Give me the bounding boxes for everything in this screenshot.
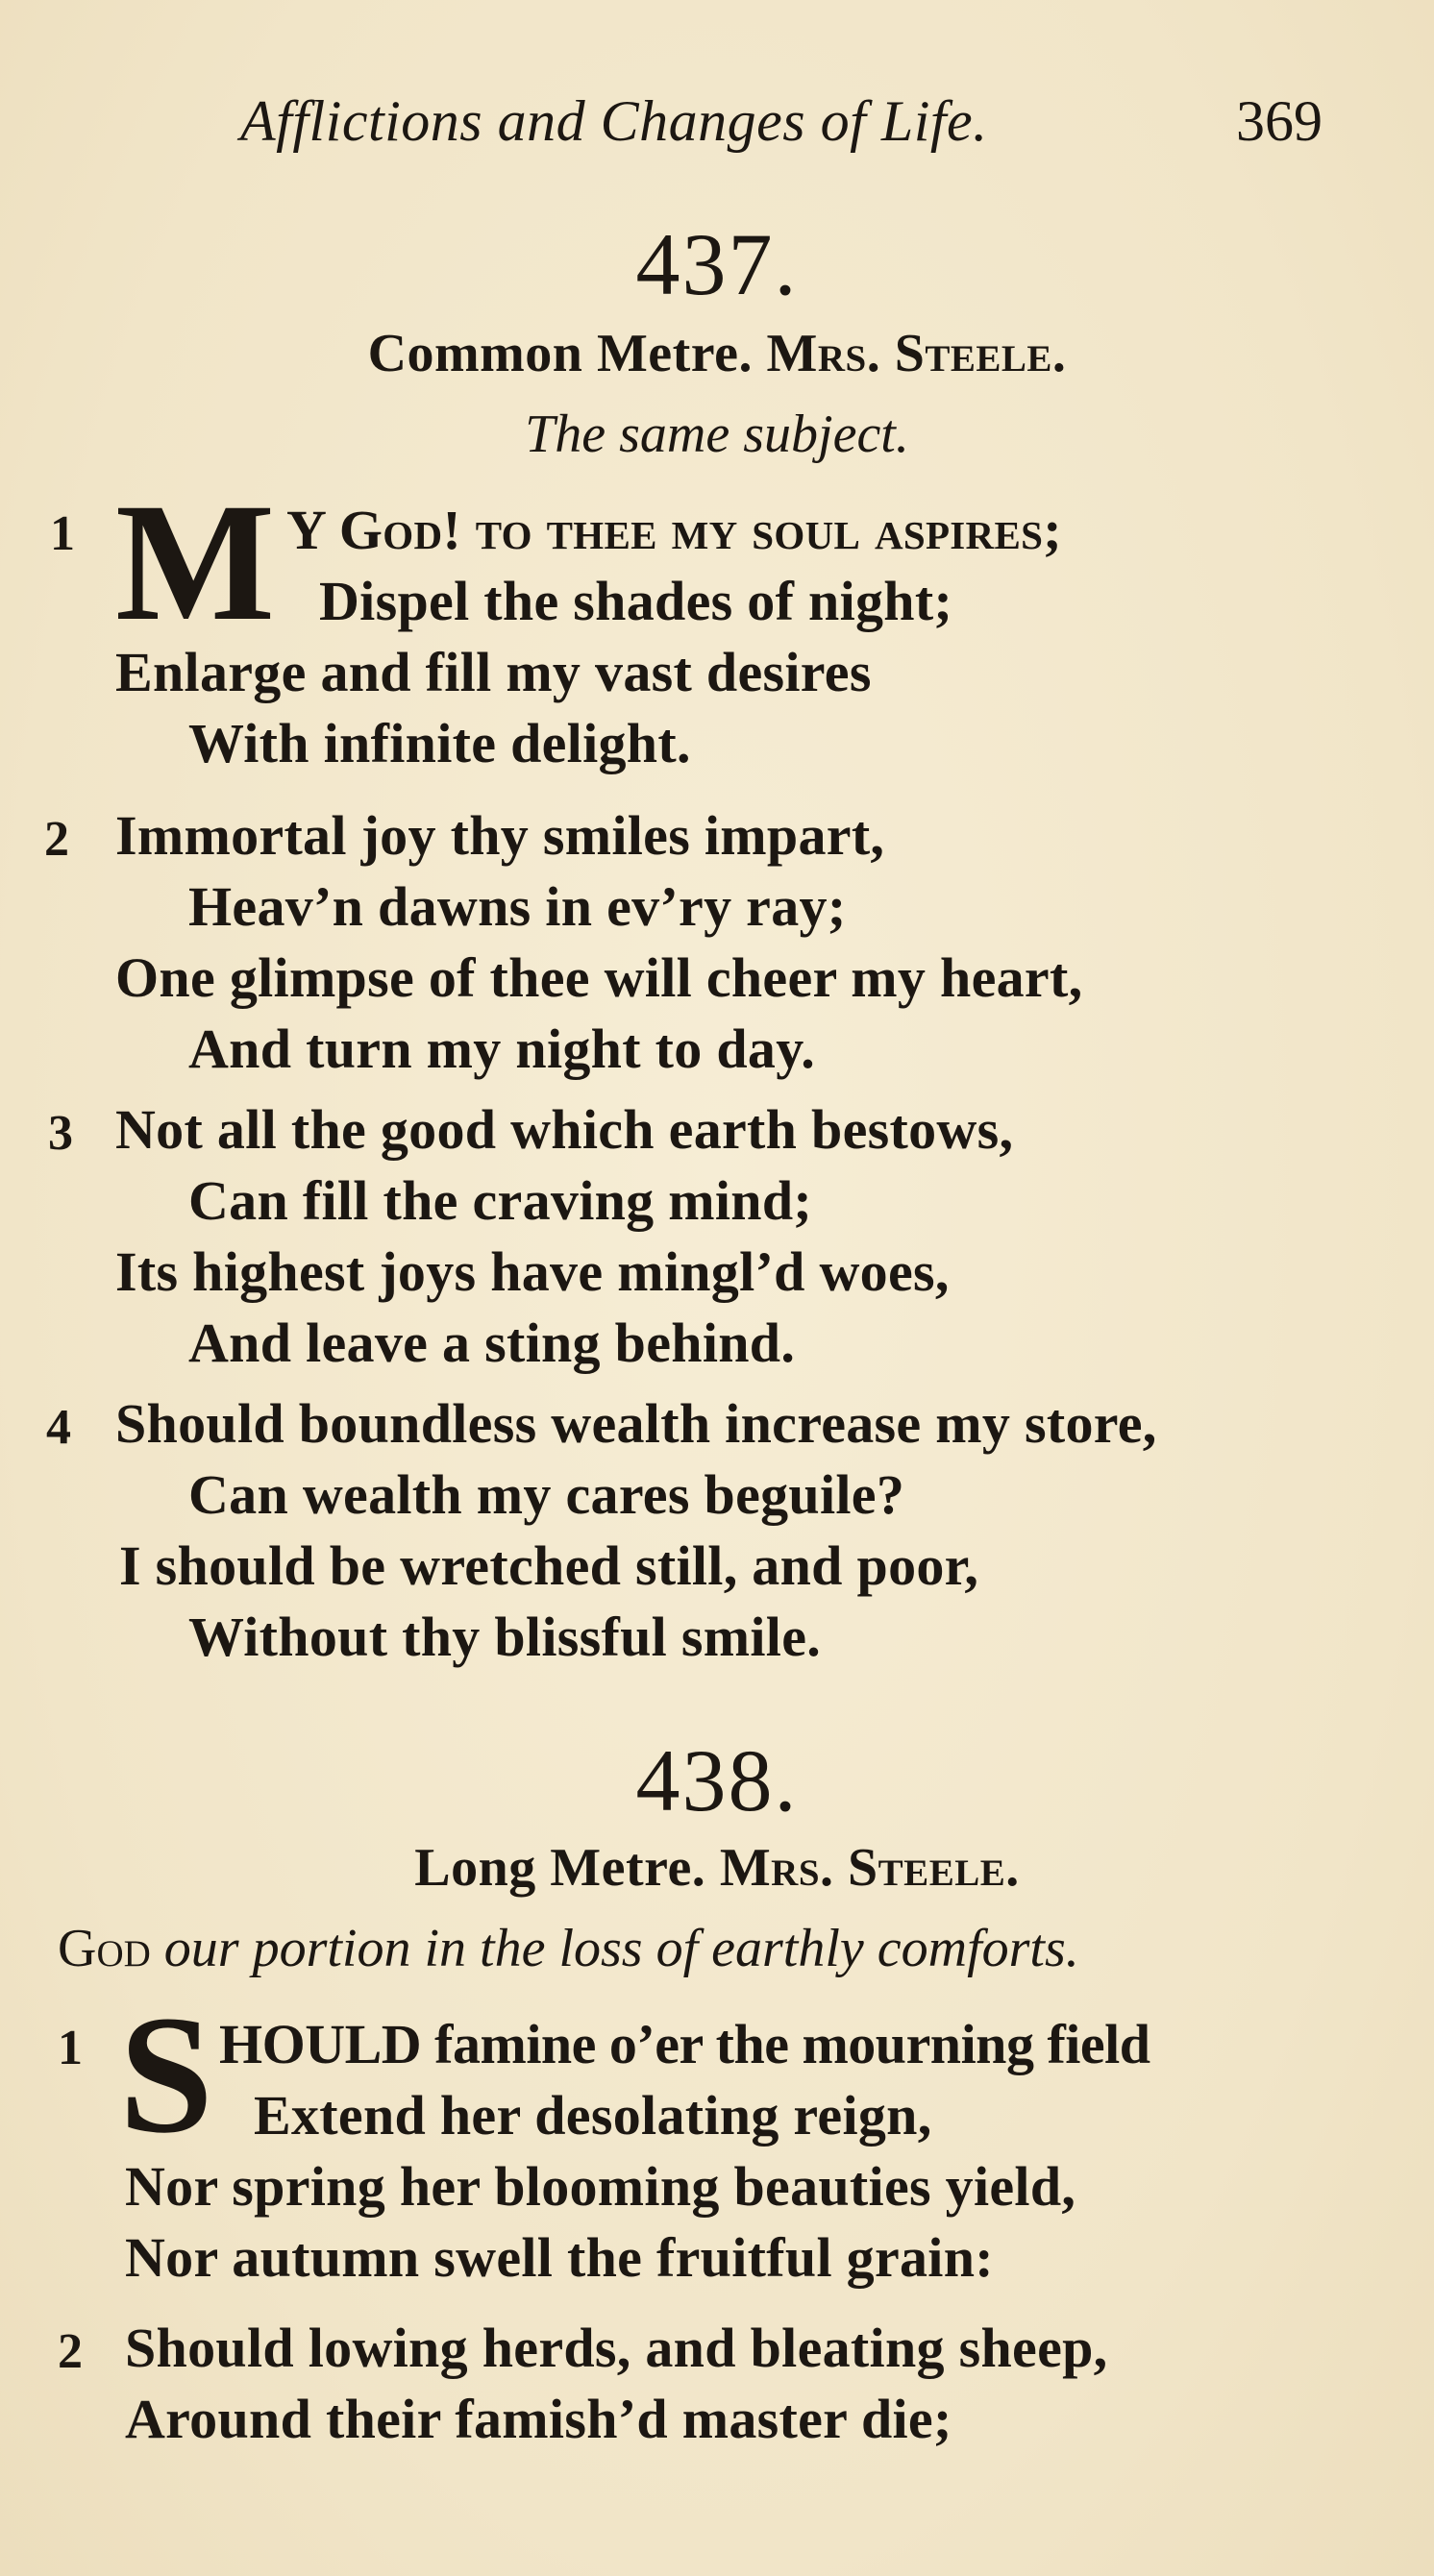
hymn-438-dropcap: S [119,1981,213,2169]
hymn-437-verse-4-number: 4 [46,1400,71,1455]
hymn-438-subject: our portion in the loss of earthly comforts. [163,1919,1079,1978]
hymn-438-v1-line-1: HOULD famine o’er the mourning field [219,2013,1150,2075]
hymn-438-v2-line-1: Should lowing herds, and bleating sheep, [125,2317,1108,2379]
hymn-437-v1-line-4: With infinite delight. [188,712,691,774]
hymn-437-dropcap: M [115,469,276,656]
hymn-438-v1-line-2: Extend her desolating reign, [254,2084,932,2147]
hymn-438-verse-1-number: 1 [58,2021,83,2075]
hymn-437-v2-line-2: Heav’n dawns in ev’ry ray; [188,875,847,938]
hymn-437-subject: The same subject. [525,405,909,464]
hymn-437-v4-line-4: Without thy blissful smile. [188,1606,822,1668]
hymn-437-v2-line-1: Immortal joy thy smiles impart, [115,804,885,867]
hymn-438-v1-line-3: Nor spring her blooming beauties yield, [125,2155,1076,2218]
hymn-437-v2-line-4: And turn my night to day. [188,1018,816,1080]
hymn-437-verse-3-number: 3 [48,1106,73,1161]
hymn-438-verse-2-number: 2 [58,2324,83,2379]
hymn-438-number: 438. [635,1731,799,1829]
hymn-437-metre: Common Metre. [367,324,754,383]
hymn-437-v1-line-3: Enlarge and fill my vast desires [115,641,872,703]
hymn-438-subject-prefix: God [58,1919,151,1978]
hymn-438-v1-line-4: Nor autumn swell the fruitful grain: [125,2226,994,2289]
page-number: 369 [1236,89,1323,153]
hymn-437-v3-line-1: Not all the good which earth bestows, [115,1098,1014,1161]
hymn-438-metre: Long Metre. [414,1838,706,1898]
hymn-437-verse-2-number: 2 [44,812,69,867]
running-title: Afflictions and Changes of Life. [240,89,988,153]
hymn-437-v1-line-2: Dispel the shades of night; [319,570,953,632]
hymn-438-subject-line [58,1918,1403,1979]
hymn-437-v2-line-3: One glimpse of thee will cheer my heart, [115,946,1083,1009]
hymn-438-v2-line-2: Around their famish’d master die; [125,2388,952,2450]
hymn-437-author: Mrs. Steele. [766,324,1067,383]
hymn-437-v4-line-3: I should be wretched still, and poor, [119,1534,979,1597]
hymn-437-metre-line [0,323,1434,384]
hymn-437-v1-line-1: Y God! to thee my soul aspires; [286,499,1062,561]
hymn-437-v4-line-2: Can wealth my cares beguile? [188,1463,905,1526]
hymn-437-verse-1-number: 1 [50,506,75,561]
hymn-437-v3-line-3: Its highest joys have mingl’d woes, [115,1240,950,1303]
hymn-437-number: 437. [635,215,799,313]
hymn-437-v3-line-2: Can fill the craving mind; [188,1169,813,1232]
hymn-438-metre-line [0,1837,1434,1899]
hymn-437-v4-line-1: Should boundless wealth increase my store, [115,1392,1157,1455]
hymn-437-v3-line-4: And leave a sting behind. [188,1312,796,1374]
hymn-438-author: Mrs. Steele. [719,1838,1020,1898]
